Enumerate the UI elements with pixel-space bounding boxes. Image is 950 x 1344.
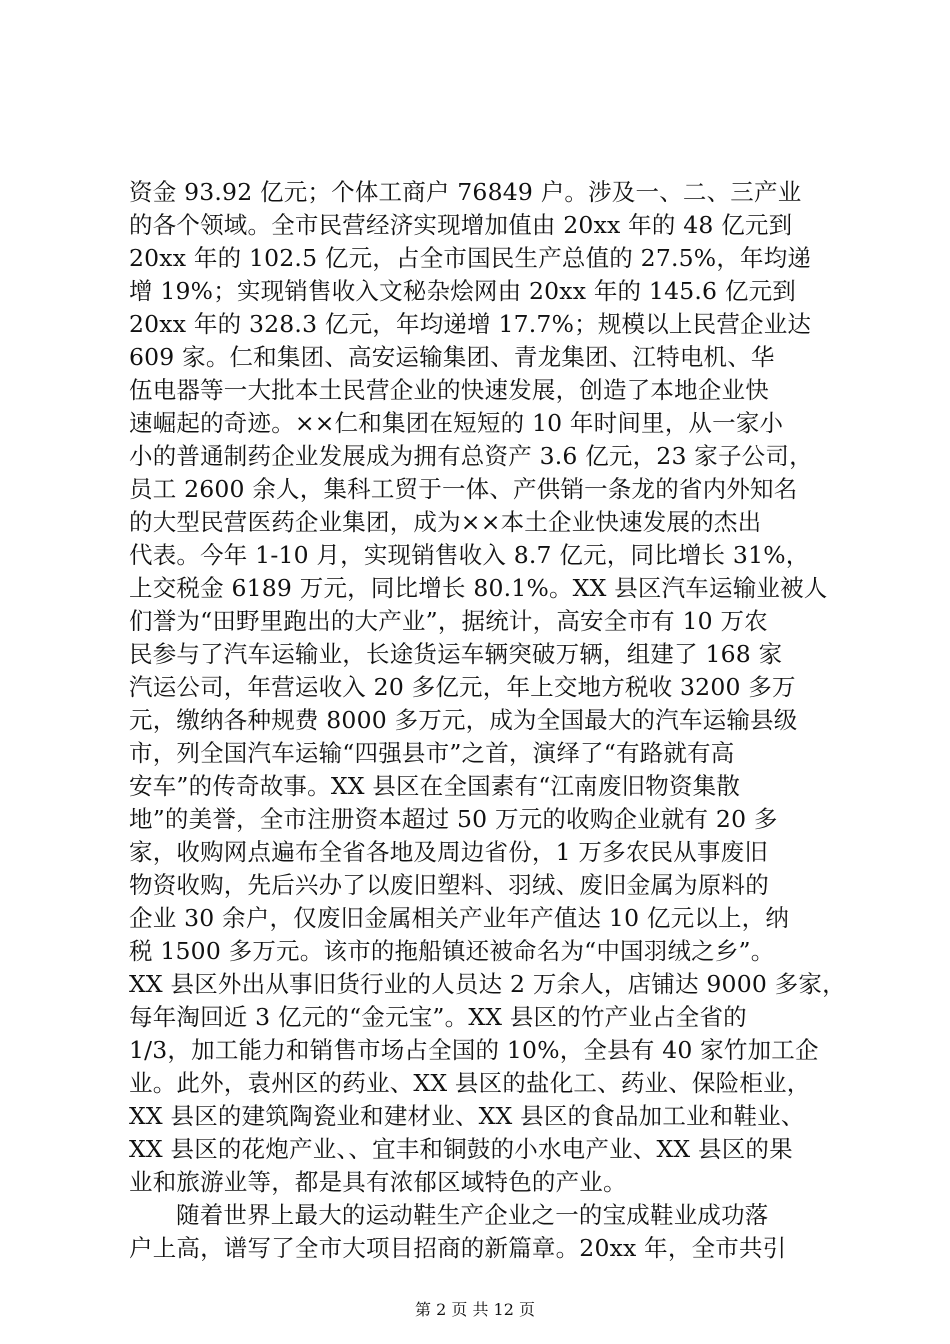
text-line: 增 19%；实现销售收入文秘杂烩网由 20xx 年的 145.6 亿元到 xyxy=(129,277,796,305)
text-line: 20xx 年的 328.3 亿元，年均递增 17.7%；规模以上民营企业达 xyxy=(129,310,812,338)
text-line: 企业 30 余户，仅废旧金属相关产业年产值达 10 亿元以上，纳 xyxy=(129,904,790,932)
text-line: 的大型民营医药企业集团，成为××本土企业快速发展的杰出 xyxy=(129,508,762,536)
text-line: 们誉为“田野里跑出的大产业”，据统计，高安全市有 10 万农 xyxy=(129,607,768,635)
text-line: 家，收购网点遍布全省各地及周边省份，1 万多农民从事废旧 xyxy=(129,838,769,866)
text-line: 每年淘回近 3 亿元的“金元宝”。XX 县区的竹产业占全省的 xyxy=(129,1003,747,1031)
text-line: 代表。今年 1-10 月，实现销售收入 8.7 亿元，同比增长 31%， xyxy=(129,541,810,569)
text-line: 税 1500 多万元。该市的拖船镇还被命名为“中国羽绒之乡”。 xyxy=(129,937,775,965)
text-line: 员工 2600 余人，集科工贸于一体、产供销一条龙的省内外知名 xyxy=(129,475,798,503)
text-line: 速崛起的奇迹。××仁和集团在短短的 10 年时间里，从一家小 xyxy=(129,409,784,437)
text-line: 市，列全国汽车运输“四强县市”之首，演绎了“有路就有高 xyxy=(129,739,735,767)
text-line: 安车”的传奇故事。XX 县区在全国素有“江南废旧物资集散 xyxy=(129,772,741,800)
document-body xyxy=(129,176,849,1265)
text-line: 物资收购，先后兴办了以废旧塑料、羽绒、废旧金属为原料的 xyxy=(129,871,769,899)
paragraph xyxy=(129,176,849,1199)
text-line: 1/3，加工能力和销售市场占全国的 10%，全县有 40 家竹加工企 xyxy=(129,1036,819,1064)
text-line: XX 县区的建筑陶瓷业和建材业、XX 县区的食品加工业和鞋业、 xyxy=(129,1102,805,1130)
text-line: 业和旅游业等，都是具有浓郁区域特色的产业。 xyxy=(129,1168,627,1196)
text-line: 户上高，谱写了全市大项目招商的新篇章。20xx 年，全市共引 xyxy=(129,1234,787,1262)
text-line: 20xx 年的 102.5 亿元，占全市国民生产总值的 27.5%，年均递 xyxy=(129,244,812,272)
text-line: 地”的美誉，全市注册资本超过 50 万元的收购企业就有 20 多 xyxy=(129,805,778,833)
text-line: 的各个领域。全市民营经济实现增加值由 20xx 年的 48 亿元到 xyxy=(129,211,793,239)
text-line: 业。此外，袁州区的药业、XX 县区的盐化工、药业、保险柜业， xyxy=(129,1069,811,1097)
text-line: 元，缴纳各种规费 8000 多万元，成为全国最大的汽车运输县级 xyxy=(129,706,798,734)
text-line: 资金 93.92 亿元；个体工商户 76849 户。涉及一、二、三产业 xyxy=(129,178,802,206)
page-footer xyxy=(0,1300,950,1320)
paragraph xyxy=(129,1199,849,1265)
text-line: 上交税金 6189 万元，同比增长 80.1%。XX 县区汽车运输业被人 xyxy=(129,574,828,602)
page-number-label: 第 2 页 共 12 页 xyxy=(415,1300,535,1319)
text-line: 小的普通制药企业发展成为拥有总资产 3.6 亿元，23 家子公司， xyxy=(129,442,813,470)
text-line: 伍电器等一大批本土民营企业的快速发展，创造了本地企业快 xyxy=(129,376,769,404)
text-line: 民参与了汽车运输业，长途货运车辆突破万辆，组建了 168 家 xyxy=(129,640,783,668)
text-line: XX 县区的花炮产业、、宜丰和铜鼓的小水电产业、XX 县区的果 xyxy=(129,1135,793,1163)
text-line: 609 家。仁和集团、高安运输集团、青龙集团、江特电机、华 xyxy=(129,343,775,371)
text-line: 汽运公司，年营运收入 20 多亿元，年上交地方税收 3200 多万 xyxy=(129,673,796,701)
text-line: 随着世界上最大的运动鞋生产企业之一的宝成鞋业成功落 xyxy=(176,1201,769,1229)
text-line: XX 县区外出从事旧货行业的人员达 2 万余人，店铺达 9000 多家， xyxy=(129,970,846,998)
